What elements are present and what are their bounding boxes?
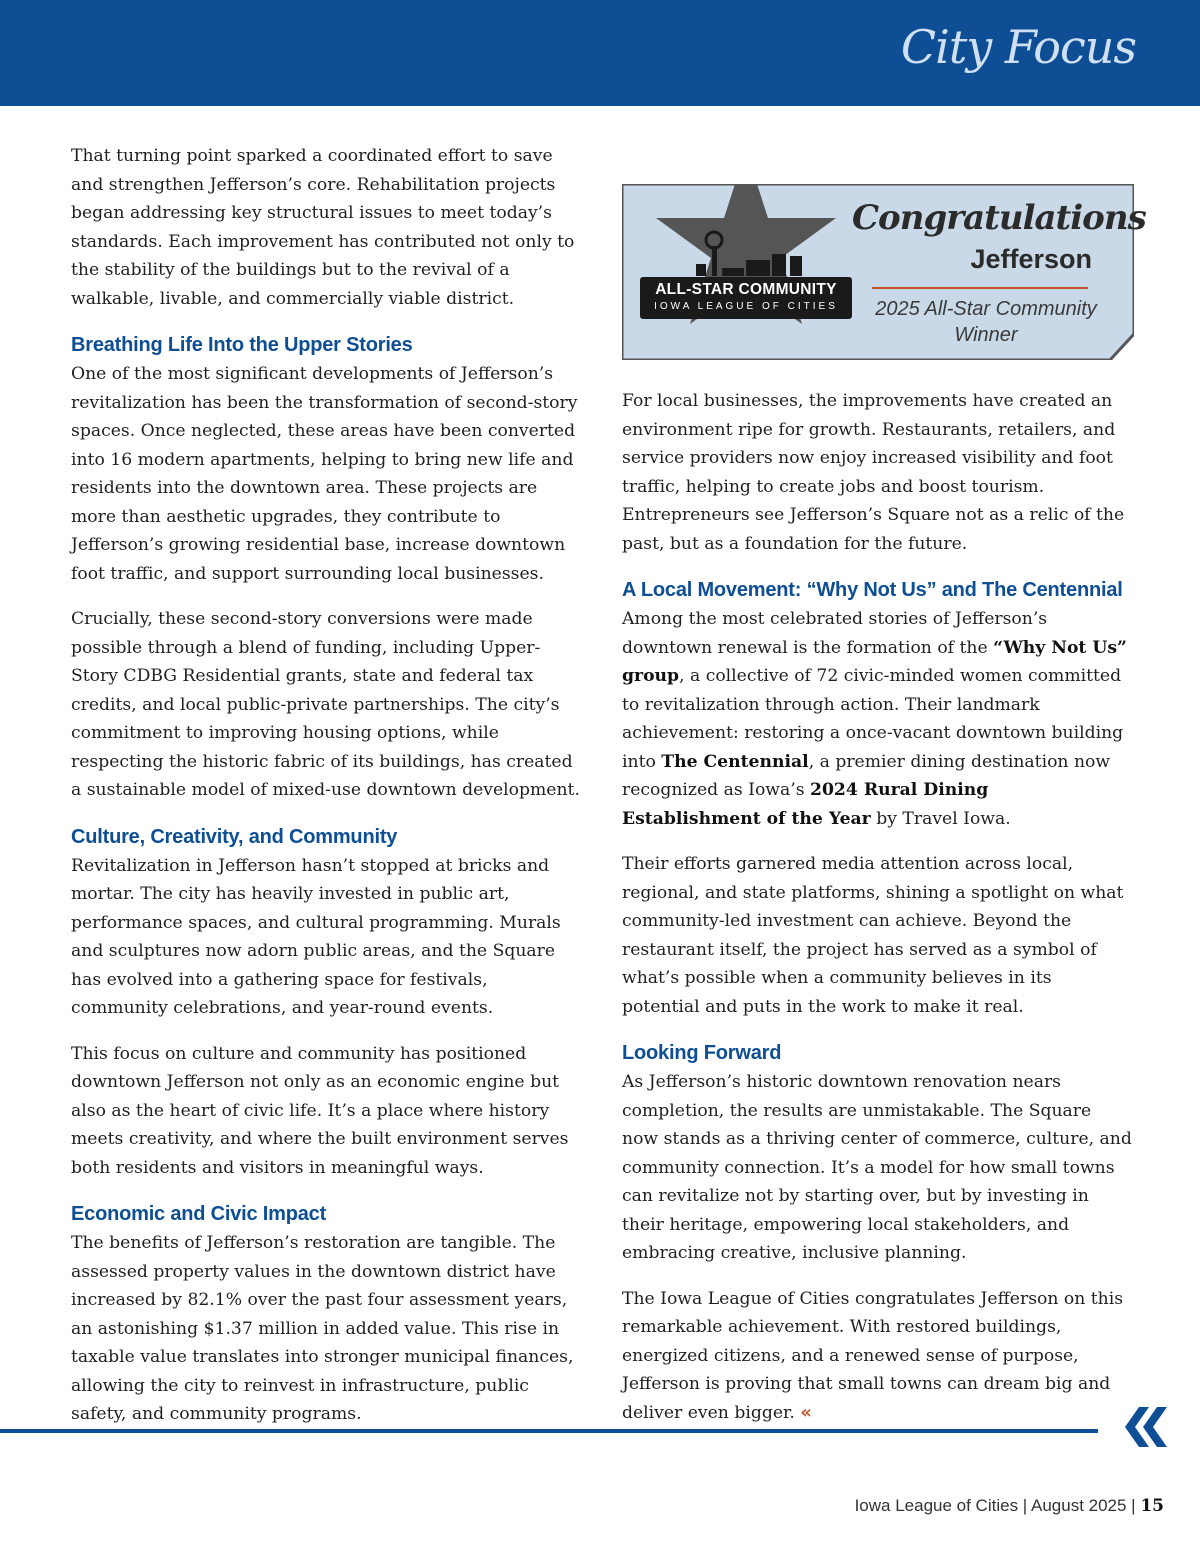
heading-culture: Culture, Creativity, and Community bbox=[71, 825, 398, 848]
heading-local-movement: A Local Movement: “Why Not Us” and The Centennial bbox=[622, 579, 1123, 601]
centennial-bold: The Centennial bbox=[661, 751, 809, 772]
intro-paragraph: That turning point sparked a coordinated effort to save and strengthen Jefferson’s core. Rehabilitation projects began addressing key structural issues to meet today’s standards. Each improvement has contributed not only to the stability of the buildings but to the revival of a walkable, livable, and commercially viable district. bbox=[71, 146, 575, 309]
footer-rule bbox=[0, 1429, 1098, 1433]
paragraph bbox=[622, 1285, 1132, 1428]
winner-text: 2025 All-Star Community Winner bbox=[875, 298, 1097, 346]
text-run: , a collective of 72 civic-minded women committed to revitalization through action. Their landmark achievement: restoring a once-vacant downtown building into bbox=[622, 666, 1124, 772]
divider-rule bbox=[872, 287, 1088, 289]
text-run: by Travel Iowa. bbox=[870, 808, 1011, 829]
paragraph: As Jefferson’s historic downtown renovation nears completion, the results are unmistakable. The Square now stands as a thriving center of commerce, culture, and community connection. It’s a model for how small towns can revitalize not by starting over, but by investing in their heritage, empowering local stakeholders, and embracing creative, inclusive planning. bbox=[622, 1072, 1132, 1263]
right-column bbox=[622, 387, 1132, 1444]
paragraph: Their efforts garnered media attention across local, regional, and state platforms, shining a spotlight on what community-led investment can achieve. Beyond the restaurant itself, the project has served as a symbol of what’s possible when a community believes in its potential and puts in the work to make it real. bbox=[622, 854, 1124, 1017]
text-run: , a premier dining destination now recognized as Iowa’s bbox=[622, 751, 1111, 800]
paragraph: For local businesses, the improvements have created an environment ripe for growth. Restaurants, retailers, and service providers now enjoy increased visibility and foot traffic, helping to create jobs and boost tourism. Entrepreneurs see Jefferson’s Square not as a relic of the past, but as a foundation for the future. bbox=[622, 391, 1125, 554]
text-run: The Iowa League of Cities congratulates Jefferson on this remarkable achievement. With restored buildings, energized citizens, and a renewed sense of purpose, Jefferson is proving that small towns can dream big and deliver even bigger. bbox=[622, 1288, 1124, 1423]
paragraph: This focus on culture and community has positioned downtown Jefferson not only as an economic engine but also as the heart of civic life. It’s a place where history meets creativity, and where the built environment serves both residents and visitors in meaningful ways. bbox=[71, 1043, 569, 1178]
left-column bbox=[71, 142, 581, 1446]
page-number: 15 bbox=[1140, 1496, 1164, 1516]
all-star-label bbox=[640, 277, 852, 319]
double-chevron-icon bbox=[1125, 1407, 1169, 1447]
award-bold: 2024 Rural Dining Establishment of the Year bbox=[622, 780, 989, 829]
text-run: Among the most celebrated stories of Jefferson’s downtown renewal is the formation of the bbox=[622, 609, 1048, 658]
why-not-us-bold: “Why Not Us” group bbox=[622, 637, 1127, 686]
label-line2: IOWA LEAGUE OF CITIES bbox=[654, 301, 838, 312]
end-mark-icon: « bbox=[800, 1401, 812, 1423]
paragraph: Crucially, these second-story conversions were made possible through a blend of funding, including Upper-Story CDBG Residential grants, state and federal tax credits, and local public-private partnerships. The city’s commitment to improving housing options, while respecting the historic fabric of its buildings, has created a sustainable model of mixed-use downtown development. bbox=[71, 609, 580, 800]
all-star-badge bbox=[622, 184, 1146, 360]
label-line1: ALL-STAR COMMUNITY bbox=[655, 281, 837, 298]
heading-economic-impact: Economic and Civic Impact bbox=[71, 1203, 327, 1225]
heading-looking-forward: Looking Forward bbox=[622, 1042, 782, 1064]
congratulations-text: Congratulations bbox=[852, 198, 1146, 238]
section-title: City Focus bbox=[900, 20, 1136, 74]
paragraph: Revitalization in Jefferson hasn’t stopped at bricks and mortar. The city has heavily invested in public art, performance spaces, and cultural programming. Murals and sculptures now adorn public areas, and the Square has evolved into a gathering space for festivals, community celebrations, and year-round events. bbox=[71, 855, 561, 1018]
paragraph: The benefits of Jefferson’s restoration are tangible. The assessed property values in the downtown district have increased by 82.1% over the past four assessment years, an astonishing $1.37 million in added value. This rise in taxable value translates into stronger municipal finances, allowing the city to reinvest in infrastructure, public safety, and community programs. bbox=[71, 1233, 574, 1424]
paragraph: One of the most significant developments of Jefferson’s revitalization has been the transformation of second-story spaces. Once neglected, these areas have been converted into 16 modern apartments, helping to bring new life and residents into the downtown area. These projects are more than aesthetic upgrades, they contribute to Jefferson’s growing residential base, increase downtown foot traffic, and support surrounding local businesses. bbox=[71, 364, 578, 584]
city-name: Jefferson bbox=[970, 244, 1092, 274]
publication-info: Iowa League of Cities | August 2025 | bbox=[854, 1496, 1141, 1515]
header-banner bbox=[0, 0, 1200, 106]
heading-upper-stories: Breathing Life Into the Upper Stories bbox=[71, 334, 413, 356]
paragraph bbox=[622, 605, 1132, 833]
footer bbox=[855, 1496, 1164, 1516]
